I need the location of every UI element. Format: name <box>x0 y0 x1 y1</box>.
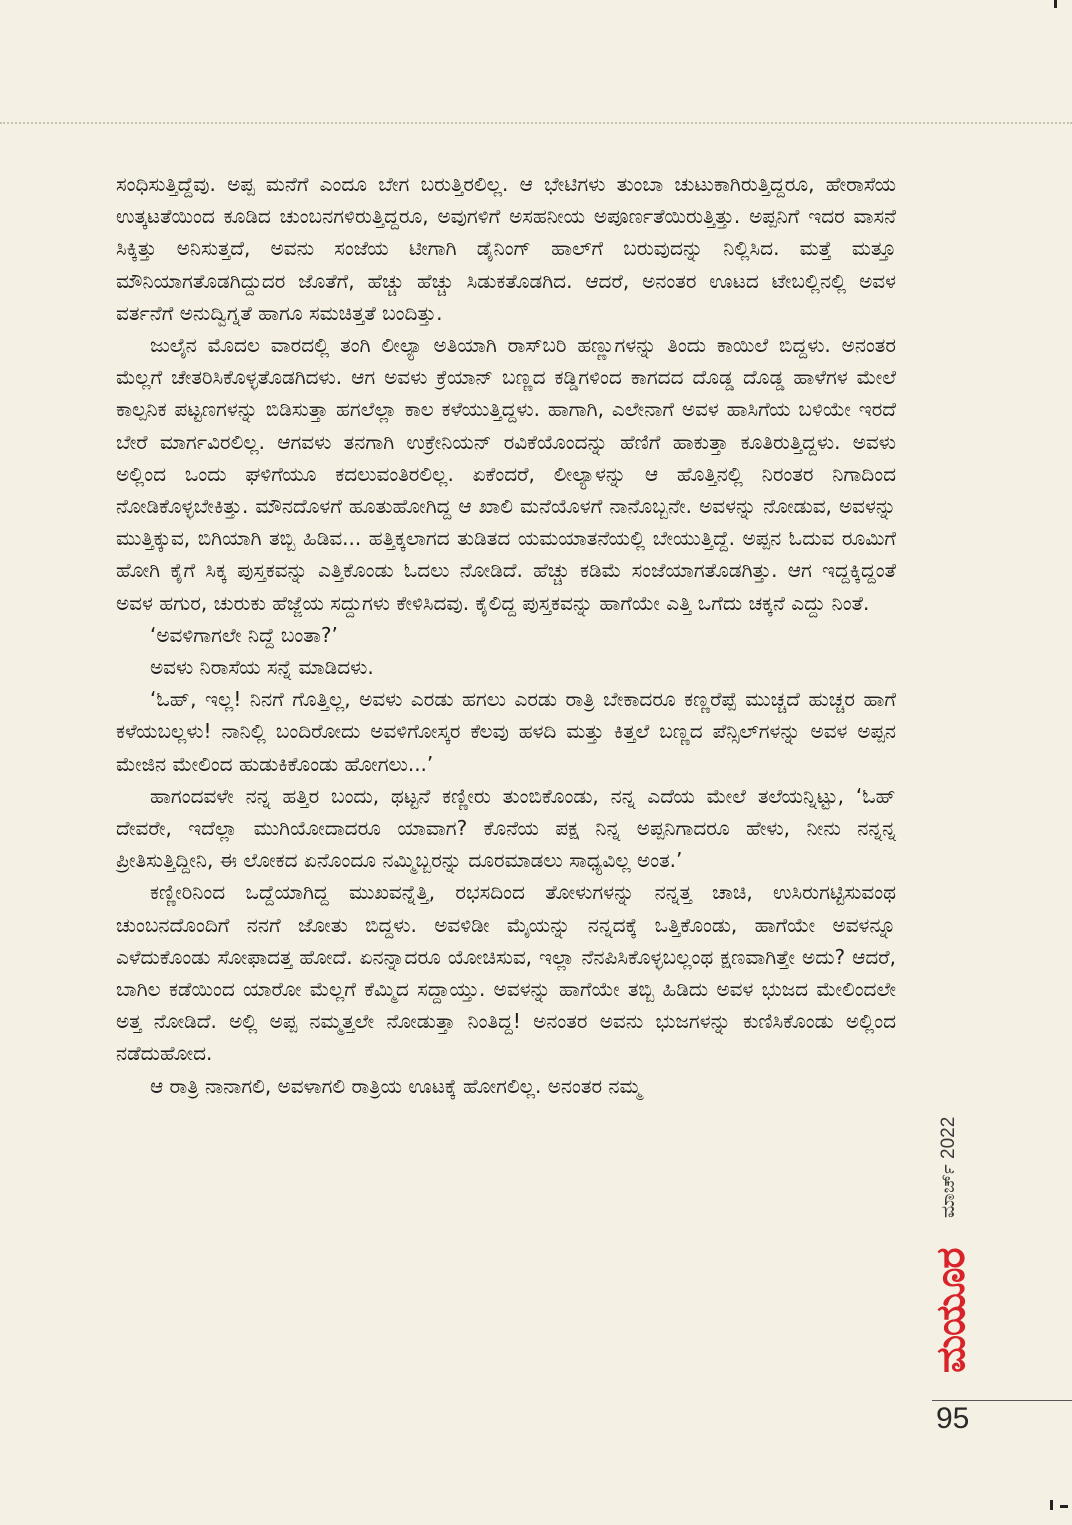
page-number: 95 <box>936 1402 970 1435</box>
magazine-logo: ಮಯೂರ <box>928 1248 974 1374</box>
paragraph: ಆ ರಾತ್ರಿ ನಾನಾಗಲಿ, ಅವಳಾಗಲಿ ರಾತ್ರಿಯ ಊಟಕ್ಕೆ ಹೋಗಲಿಲ್ಲ. ಅನಂತರ ನಮ್ಮ <box>150 1073 642 1098</box>
paragraph: ಹಾಗಂದವಳೇ ನನ್ನ ಹತ್ತಿರ ಬಂದು, ಥಟ್ಟನೆ ಕಣ್ಣೀರು ತುಂಬಿಕೊಂಡು, ನನ್ನ ಎದೆಯ ಮೇಲೆ ತಲೆಯನ್ನಿಟ್ಟು, ‘ಓಹ್ ದೇವರೇ, ಇದೆಲ್ಲಾ ಮುಗಿಯೋದಾದರೂ ಯಾವಾಗ? ಕೊನೆಯ ಪಕ್ಷ ನಿನ್ನ ಅಪ್ಪನಿಗಾದರೂ ಹೇಳು, ನೀನು ನನ್ನನ್ನ ಪ್ರೀತಿಸುತ್ತಿದ್ದೀನಿ, ಈ ಲೋಕದ ಏನೊಂದೂ ನಮ್ಮಿಬ್ಬರನ್ನು ದೂರಮಾಡಲು ಸಾಧ್ಯವಿಲ್ಲ ಅಂತ.’ <box>116 783 896 873</box>
issue-date: ಮಾರ್ಚ್ 2022 <box>938 1116 959 1218</box>
paragraph: ಸಂಧಿಸುತ್ತಿದ್ದೆವು. ಅಪ್ಪ ಮನೆಗೆ ಎಂದೂ ಬೇಗ ಬರುತ್ತಿರಲಿಲ್ಲ. ಆ ಭೇಟಿಗಳು ತುಂಬಾ ಚುಟುಕಾಗಿರುತ್ತಿದ್ದರೂ, ಹೇರಾಸೆಯ ಉತ್ಕಟತೆಯಿಂದ ಕೂಡಿದ ಚುಂಬನಗಳಿರುತ್ತಿದ್ದರೂ, ಅವುಗಳಿಗೆ ಅಸಹನೀಯ ಅಪೂರ್ಣತೆಯಿರುತ್ತಿತ್ತು. ಅಪ್ಪನಿಗೆ ಇದರ ವಾಸನೆ ಸಿಕ್ಕಿತ್ತು ಅನಿಸುತ್ತದೆ, ಅವನು ಸಂಜೆಯ ಟೀಗಾಗಿ ಡೈನಿಂಗ್ ಹಾಲ್‌ಗೆ ಬರುವುದನ್ನು ನಿಲ್ಲಿಸಿದ. ಮತ್ತೆ ಮತ್ತೂ ಮೌನಿಯಾಗತೊಡಗಿದ್ದುದರ ಜೊತೆಗೆ, ಹೆಚ್ಚು ಹೆಚ್ಚು ಸಿಡುಕತೊಡಗಿದ. ಆದರೆ, ಅನಂತರ ಊಟದ ಟೇಬಲ್ಲಿನಲ್ಲಿ ಅವಳ ವರ್ತನೆಗೆ ಅನುದ್ವಿಗ್ನತೆ ಹಾಗೂ ಸಮಚಿತ್ತತೆ ಬಂದಿತ್ತು. <box>116 172 896 325</box>
page-number-rule <box>932 1400 1072 1401</box>
side-masthead <box>918 1090 978 1395</box>
crop-mark-bottom-left <box>1050 1500 1053 1510</box>
paragraph: ಕಣ್ಣೀರಿನಿಂದ ಒದ್ದೆಯಾಗಿದ್ದ ಮುಖವನ್ನೆತ್ತಿ, ರಭಸದಿಂದ ತೋಳುಗಳನ್ನು ನನ್ನತ್ತ ಚಾಚಿ, ಉಸಿರುಗಟ್ಟಿಸುವಂಥ ಚುಂಬನದೊಂದಿಗೆ ನನಗೆ ಜೋತು ಬಿದ್ದಳು. ಅವಳಿಡೀ ಮೈಯನ್ನು ನನ್ನದಕ್ಕೆ ಒತ್ತಿಕೊಂಡು, ಹಾಗೆಯೇ ಅವಳನ್ನೂ ಎಳೆದುಕೊಂಡು ಸೋಫಾದತ್ತ ಹೋದೆ. ಏನನ್ನಾದರೂ ಯೋಚಿಸುವ, ಇಲ್ಲಾ ನೆನಪಿಸಿಕೊಳ್ಳಬಲ್ಲಂಥ ಕ್ಷಣವಾಗಿತ್ತೇ ಅದು? ಆದರೆ, ಬಾಗಿಲ ಕಡೆಯಿಂದ ಯಾರೋ ಮೆಲ್ಲಗೆ ಕೆಮ್ಮಿದ ಸದ್ದಾಯ್ತು. ಅವಳನ್ನು ಹಾಗೆಯೇ ತಬ್ಬಿ ಹಿಡಿದು ಅವಳ ಭುಜದ ಮೇಲಿಂದಲೇ ಅತ್ತ ನೋಡಿದೆ. ಅಲ್ಲಿ ಅಪ್ಪ ನಮ್ಮತ್ತಲೇ ನೋಡುತ್ತಾ ನಿಂತಿದ್ದ! ಅನಂತರ ಅವನು ಭುಜಗಳನ್ನು ಕುಣಿಸಿಕೊಂಡು ಅಲ್ಲಿಂದ ನಡೆದುಹೋದ. <box>116 880 896 1066</box>
article-body <box>116 168 896 1102</box>
dialogue-paragraph: ‘ಓಹ್, ಇಲ್ಲ! ನಿನಗೆ ಗೊತ್ತಿಲ್ಲ, ಅವಳು ಎರಡು ಹಗಲು ಎರಡು ರಾತ್ರಿ ಬೇಕಾದರೂ ಕಣ್ಣರೆಪ್ಪೆ ಮುಚ್ಚದೆ ಹುಚ್ಚರ ಹಾಗೆ ಕಳೆಯಬಲ್ಲಳು! ನಾನಿಲ್ಲಿ ಬಂದಿರೋದು ಅವಳಿಗೋಸ್ಕರ ಕೆಲವು ಹಳದಿ ಮತ್ತು ಕಿತ್ತಲೆ ಬಣ್ಣದ ಪೆನ್ಸಿಲ್‌ಗಳನ್ನು ಅವಳ ಅಪ್ಪನ ಮೇಜಿನ ಮೇಲಿಂದ ಹುಡುಕಿಕೊಂಡು ಹೋಗಲು...’ <box>116 687 896 776</box>
top-dotted-rule <box>0 122 1072 124</box>
paragraph: ಜುಲೈನ ಮೊದಲ ವಾರದಲ್ಲಿ ತಂಗಿ ಲೀಲ್ಯಾ ಅತಿಯಾಗಿ ರಾಸ್‌ಬರಿ ಹಣ್ಣುಗಳನ್ನು ತಿಂದು ಕಾಯಿಲೆ ಬಿದ್ದಳು. ಅನಂತರ ಮೆಲ್ಲಗೆ ಚೇತರಿಸಿಕೊಳ್ಳತೊಡಗಿದಳು. ಆಗ ಅವಳು ಕ್ರೆಯಾನ್ ಬಣ್ಣದ ಕಡ್ಡಿಗಳಿಂದ ಕಾಗದದ ದೊಡ್ಡ ದೊಡ್ಡ ಹಾಳೆಗಳ ಮೇಲೆ ಕಾಲ್ಪನಿಕ ಪಟ್ಟಣಗಳನ್ನು ಬಿಡಿಸುತ್ತಾ ಹಗಲೆಲ್ಲಾ ಕಾಲ ಕಳೆಯುತ್ತಿದ್ದಳು. ಹಾಗಾಗಿ, ಎಲೇನಾಗೆ ಅವಳ ಹಾಸಿಗೆಯ ಬಳಿಯೇ ಇರದೆ ಬೇರೆ ಮಾರ್ಗವಿರಲಿಲ್ಲ. ಆಗವಳು ತನಗಾಗಿ ಉಕ್ರೇನಿಯನ್ ರವಿಕೆಯೊಂದನ್ನು ಹೆಣಿಗೆ ಹಾಕುತ್ತಾ ಕೂತಿರುತ್ತಿದ್ದಳು. ಅವಳು ಅಲ್ಲಿಂದ ಒಂದು ಘಳಿಗೆಯೂ ಕದಲುವಂತಿರಲಿಲ್ಲ. ಏಕೆಂದರೆ, ಲೀಲ್ಯಾಳನ್ನು ಆ ಹೊತ್ತಿನಲ್ಲಿ ನಿರಂತರ ನಿಗಾದಿಂದ ನೋಡಿಕೊಳ್ಳಬೇಕಿತ್ತು. ಮೌನದೊಳಗೆ ಹೂತುಹೋಗಿದ್ದ ಆ ಖಾಲಿ ಮನೆಯೊಳಗೆ ನಾನೊಬ್ಬನೇ. ಅವಳನ್ನು ನೋಡುವ, ಅವಳನ್ನು ಮುತ್ತಿಕ್ಕುವ, ಬಿಗಿಯಾಗಿ ತಬ್ಬಿ ಹಿಡಿವ... ಹತ್ತಿಕ್ಕಲಾಗದ ತುಡಿತದ ಯಮಯಾತನೆಯಲ್ಲಿ ಬೇಯುತ್ತಿದ್ದೆ. ಅಪ್ಪನ ಓದುವ ರೂಮಿಗೆ ಹೋಗಿ ಕೈಗೆ ಸಿಕ್ಕ ಪುಸ್ತಕವನ್ನು ಎತ್ತಿಕೊಂಡು ಓದಲು ನೋಡಿದೆ. ಹೆಚ್ಚು ಕಡಿಮೆ ಸಂಜೆಯಾಗತೊಡಗಿತ್ತು. ಆಗ ಇದ್ದಕ್ಕಿದ್ದಂತೆ ಅವಳ ಹಗುರ, ಚುರುಕು ಹೆಜ್ಜೆಯ ಸದ್ದುಗಳು ಕೇಳಿಸಿದವು. ಕೈಲಿದ್ದ ಪುಸ್ತಕವನ್ನು ಹಾಗೆಯೇ ಎತ್ತಿ ಒಗೆದು ಚಕ್ಕನೆ ಎದ್ದು ನಿಂತೆ. <box>116 333 896 615</box>
crop-mark-bottom-right <box>1060 1505 1068 1508</box>
crop-mark-top-right <box>1054 0 1057 8</box>
paragraph: ಅವಳು ನಿರಾಸೆಯ ಸನ್ನೆ ಮಾಡಿದಳು. <box>150 655 374 680</box>
dialogue-line: ‘ಅವಳಿಗಾಗಲೇ ನಿದ್ದೆ ಬಂತಾ?’ <box>150 622 338 647</box>
